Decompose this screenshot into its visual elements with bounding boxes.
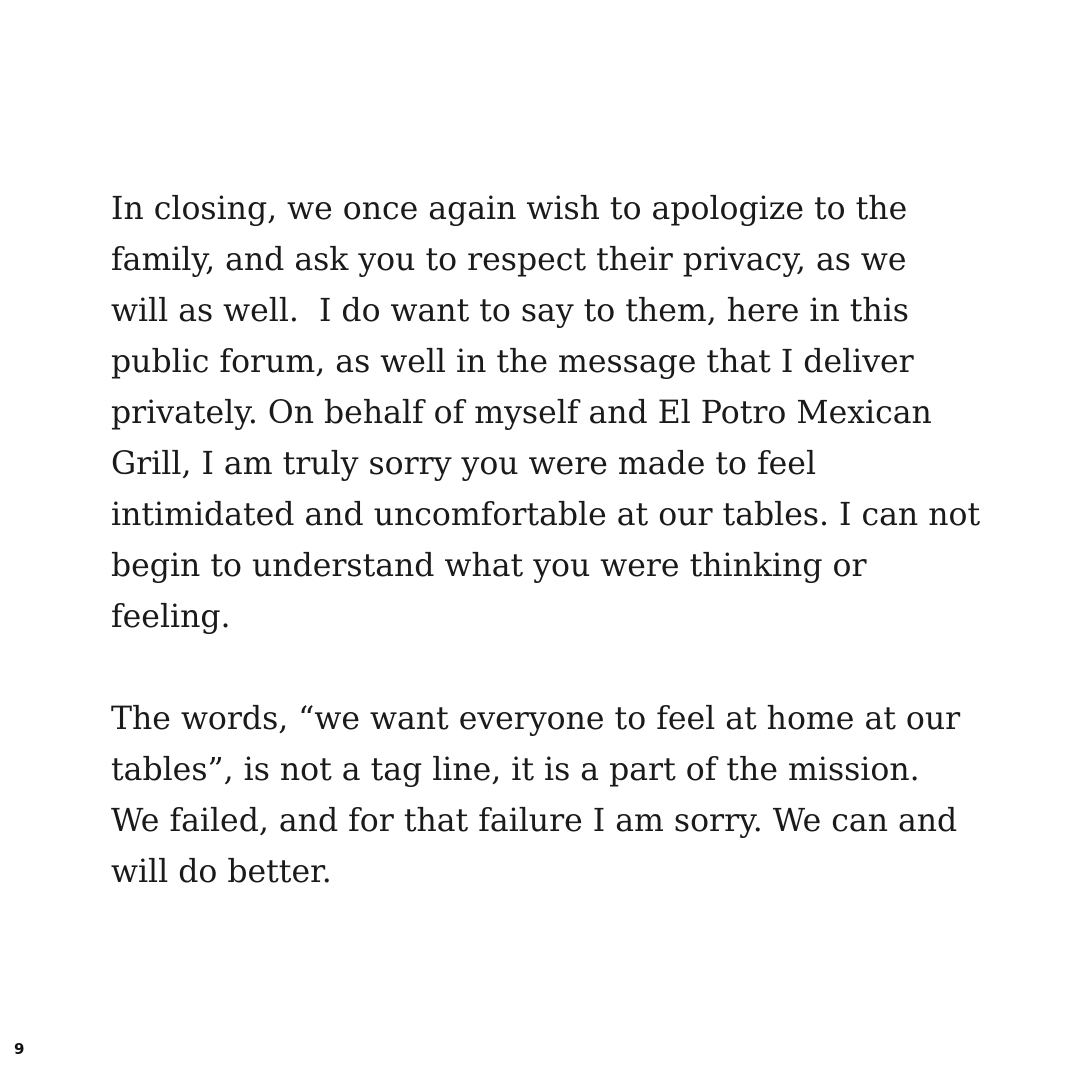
text-line: In closing, we once again wish to apologize to the [111, 191, 908, 227]
closing-paragraph [111, 184, 1011, 643]
text-line: Grill, I am truly sorry you were made to feel [111, 446, 817, 482]
letter-body [111, 184, 1011, 898]
text-line: feeling. [111, 599, 231, 635]
text-line: will as well. I do want to say to them, here in this [111, 293, 909, 329]
text-line: public forum, as well in the message that I deliver [111, 344, 914, 380]
text-line: The words, “we want everyone to feel at home at our [111, 701, 961, 737]
text-line: intimidated and uncomfortable at our tables. I can not [111, 497, 981, 533]
mission-paragraph [111, 694, 1011, 898]
text-line: family, and ask you to respect their privacy, as we [111, 242, 907, 278]
text-line: begin to understand what you were thinking or [111, 548, 867, 584]
text-line: will do better. [111, 854, 332, 890]
text-line: tables”, is not a tag line, it is a part of the mission. [111, 752, 920, 788]
text-line: privately. On behalf of myself and El Potro Mexican [111, 395, 932, 431]
page-number: 9 [14, 1040, 25, 1058]
text-line: We failed, and for that failure I am sorry. We can and [111, 803, 958, 839]
